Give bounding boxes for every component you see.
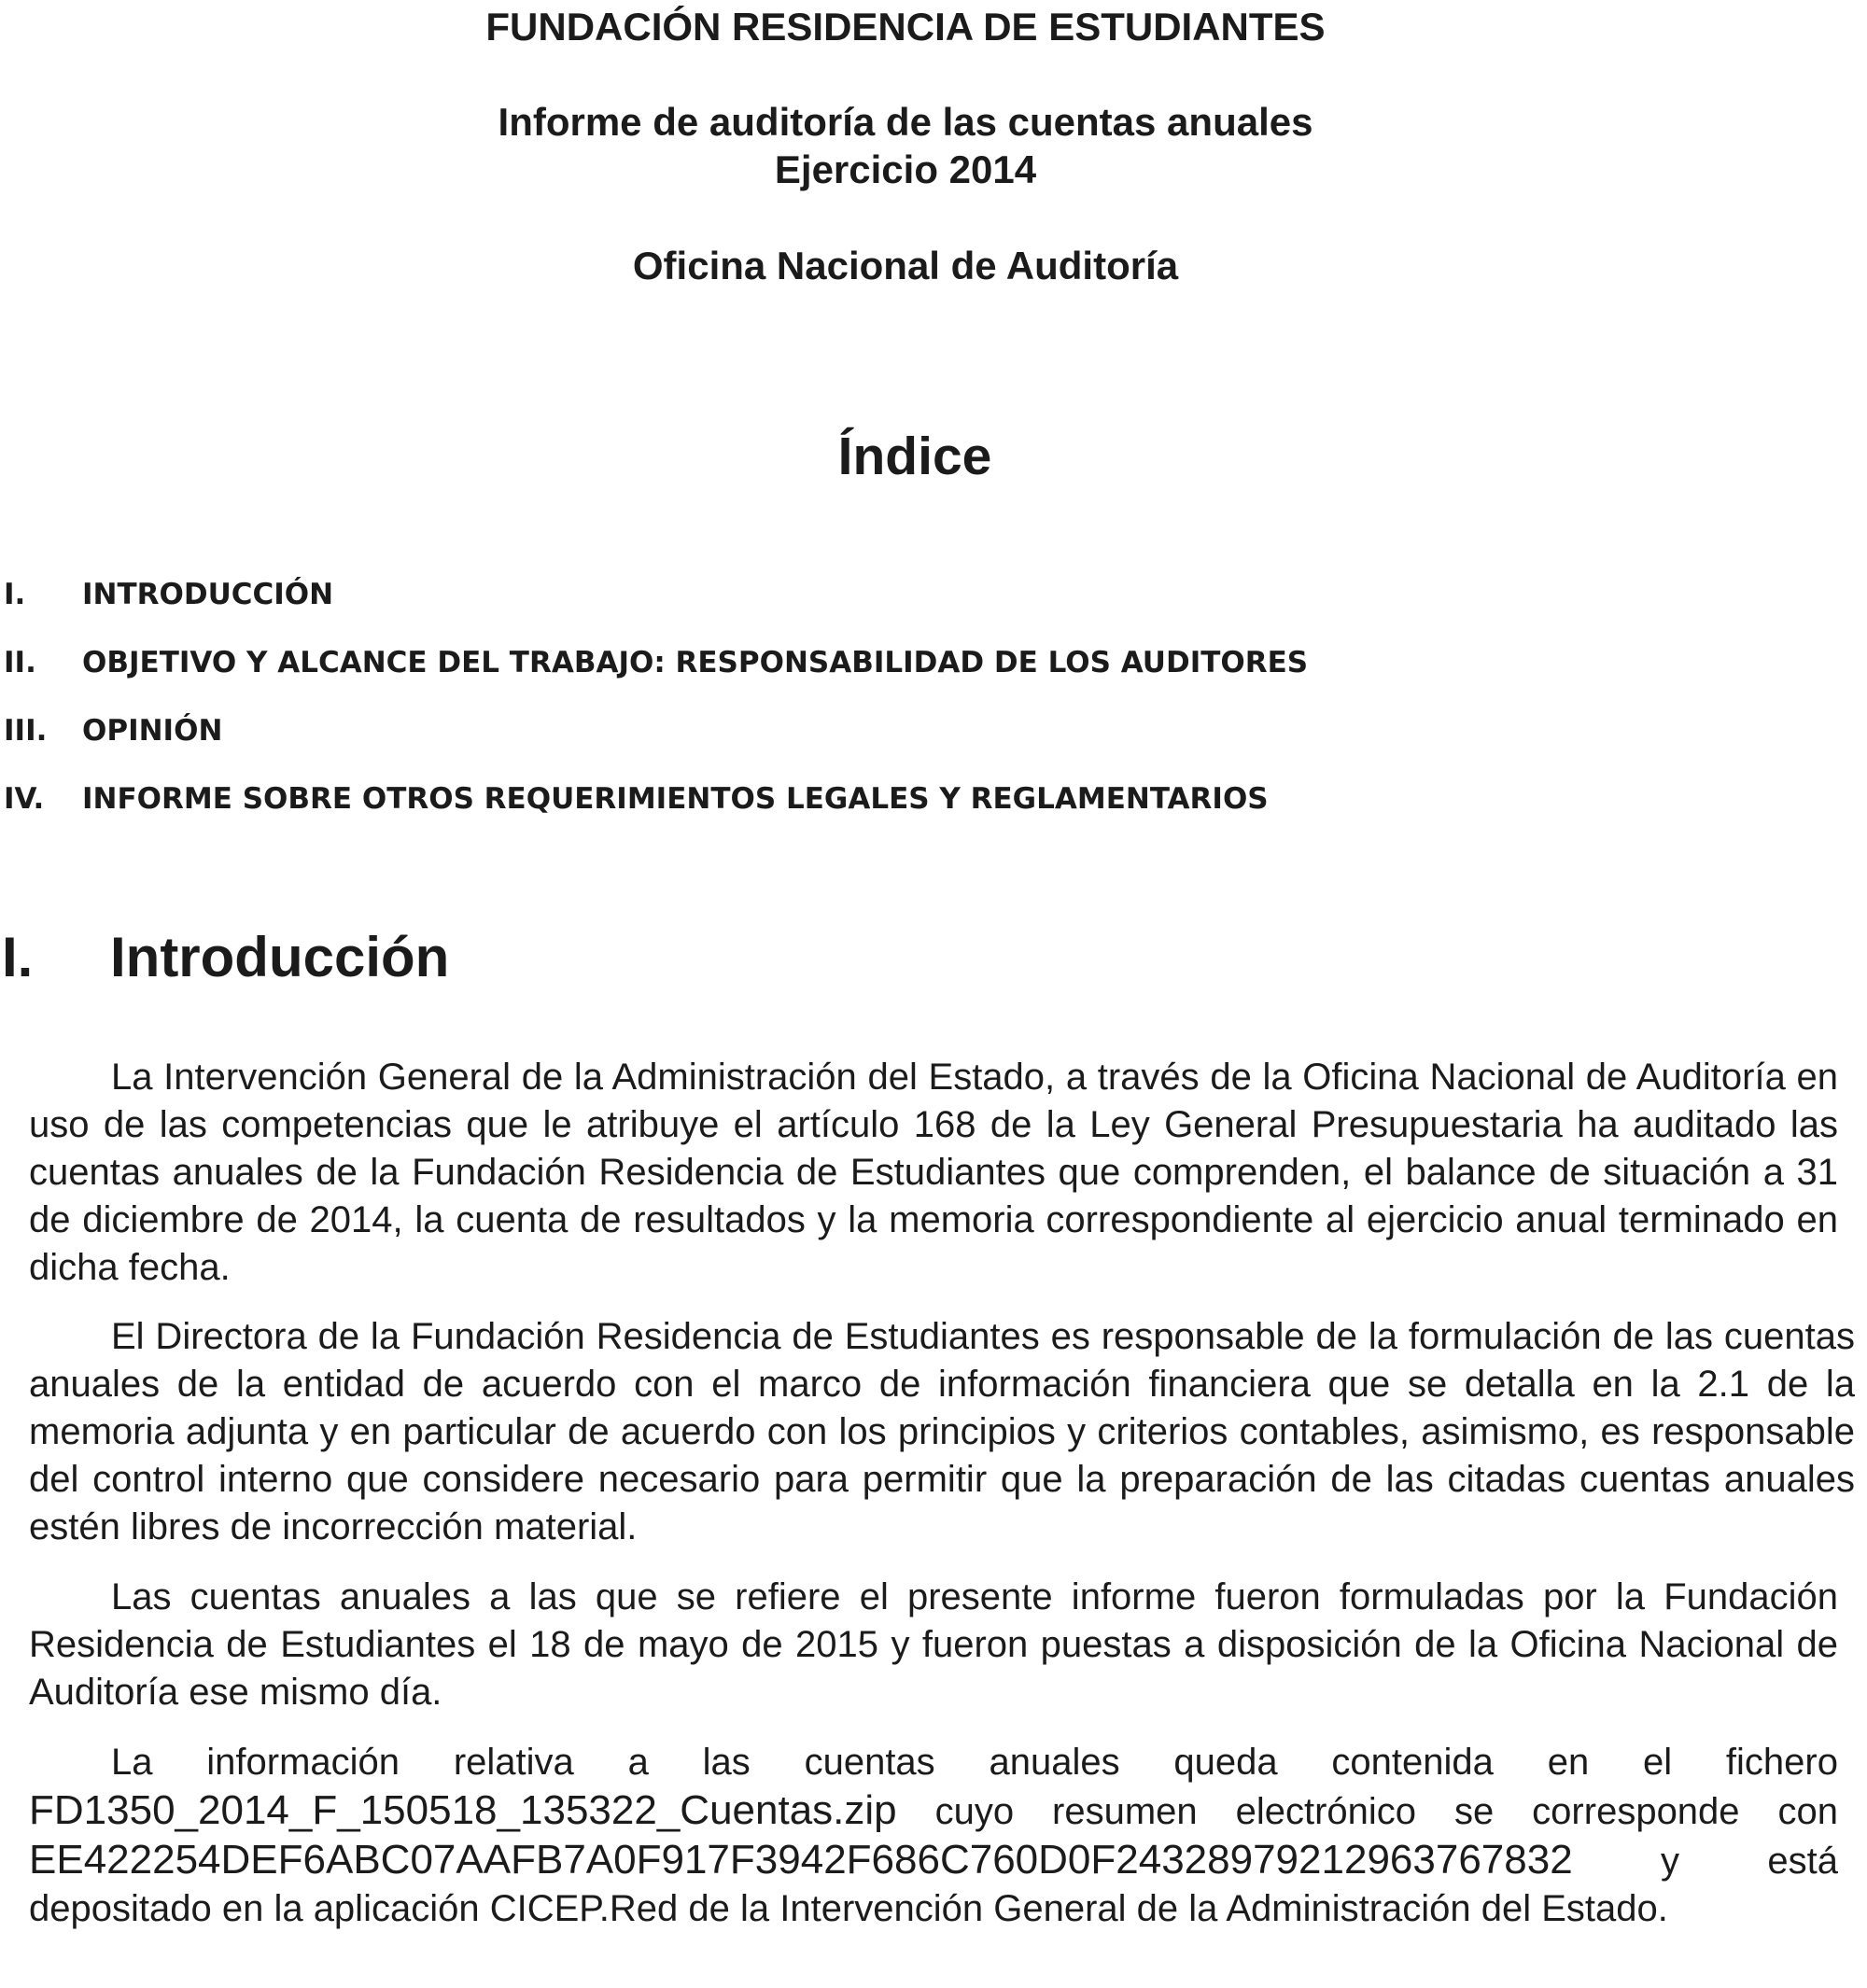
toc-item-number: III. xyxy=(4,714,48,748)
toc-item-label: INTRODUCCIÓN xyxy=(82,578,334,611)
toc-item-informe[interactable] xyxy=(0,776,1774,844)
paragraph-text: La información relativa a las cuentas anuales queda contenida en el fichero xyxy=(111,1742,1838,1783)
toc-item-objetivo[interactable] xyxy=(0,639,1774,707)
table-of-contents xyxy=(0,571,1774,844)
toc-item-label: INFORME SOBRE OTROS REQUERIMIENTOS LEGALES Y REGLAMENTARIOS xyxy=(82,782,1269,816)
file-name: FD1350_2014_F_150518_135322_Cuentas.zip xyxy=(29,1787,897,1833)
office-name: Oficina Nacional de Auditoría xyxy=(632,244,1179,287)
section-number: I. xyxy=(2,926,34,988)
toc-item-introduccion[interactable] xyxy=(0,571,1774,639)
paragraph-text: cuyo resumen electrónico se corresponde con xyxy=(934,1791,1838,1832)
organization-name: FUNDACIÓN RESIDENCIA DE ESTUDIANTES xyxy=(485,5,1326,49)
fiscal-year: Ejercicio 2014 xyxy=(774,147,1037,191)
toc-item-label: OBJETIVO Y ALCANCE DEL TRABAJO: RESPONSABILIDAD DE LOS AUDITORES xyxy=(82,646,1309,679)
paragraph-intro-1: La Intervención General de la Administración del Estado, a través de la Oficina Nacional de Auditoría en uso de las competencias que le atribuye el artículo 168 de la Ley General Presupuestaria ha auditado las cuentas anuales de la Fundación Residencia de Estudiantes que comprenden, el balance de situación a 31 de diciembre de 2014, la cuenta de resultados y la memoria correspondiente al ejercicio anual terminado en dicha fecha. xyxy=(29,1057,1838,1288)
hash-value-main: EE422254DEF6ABC07AAFB7A0F917F3942F686C760D0F2432897921296376783 xyxy=(29,1837,1551,1883)
paragraph-intro-4 xyxy=(29,1739,1838,1933)
paragraph-text: y está depositado en la aplicación CICEP.Red de la Intervención General de la Administración del Estado. xyxy=(29,1841,1838,1929)
paragraph-intro-2: El Directora de la Fundación Residencia de Estudiantes es responsable de la formulación de las cuentas anuales de la entidad de acuerdo con el marco de información financiera que se detalla en la 2.1 de la memoria adjunta y en particular de acuerdo con los principios y criterios contables, asimismo, es responsable del control interno que considere necesario para permitir que la preparación de las citadas cuentas anuales estén libres de incorrección material. xyxy=(29,1316,1855,1547)
report-title: Informe de auditoría de las cuentas anuales xyxy=(498,100,1313,144)
toc-item-number: IV. xyxy=(4,782,45,816)
toc-item-number: II. xyxy=(4,646,36,679)
toc-item-opinion[interactable] xyxy=(0,707,1774,776)
index-title: Índice xyxy=(837,427,992,486)
hash-value-end: 2 xyxy=(1550,1837,1573,1883)
section-title: Introducción xyxy=(110,926,450,988)
paragraph-intro-3: Las cuentas anuales a las que se refiere el presente informe fueron formuladas por la Fundación Residencia de Estudiantes el 18 de mayo de 2015 y fueron puestas a disposición de la Oficina Nacional de Auditoría ese mismo día. xyxy=(29,1576,1838,1713)
hash-value xyxy=(29,1837,1573,1883)
toc-item-label: OPINIÓN xyxy=(82,714,223,748)
toc-item-number: I. xyxy=(4,578,26,611)
